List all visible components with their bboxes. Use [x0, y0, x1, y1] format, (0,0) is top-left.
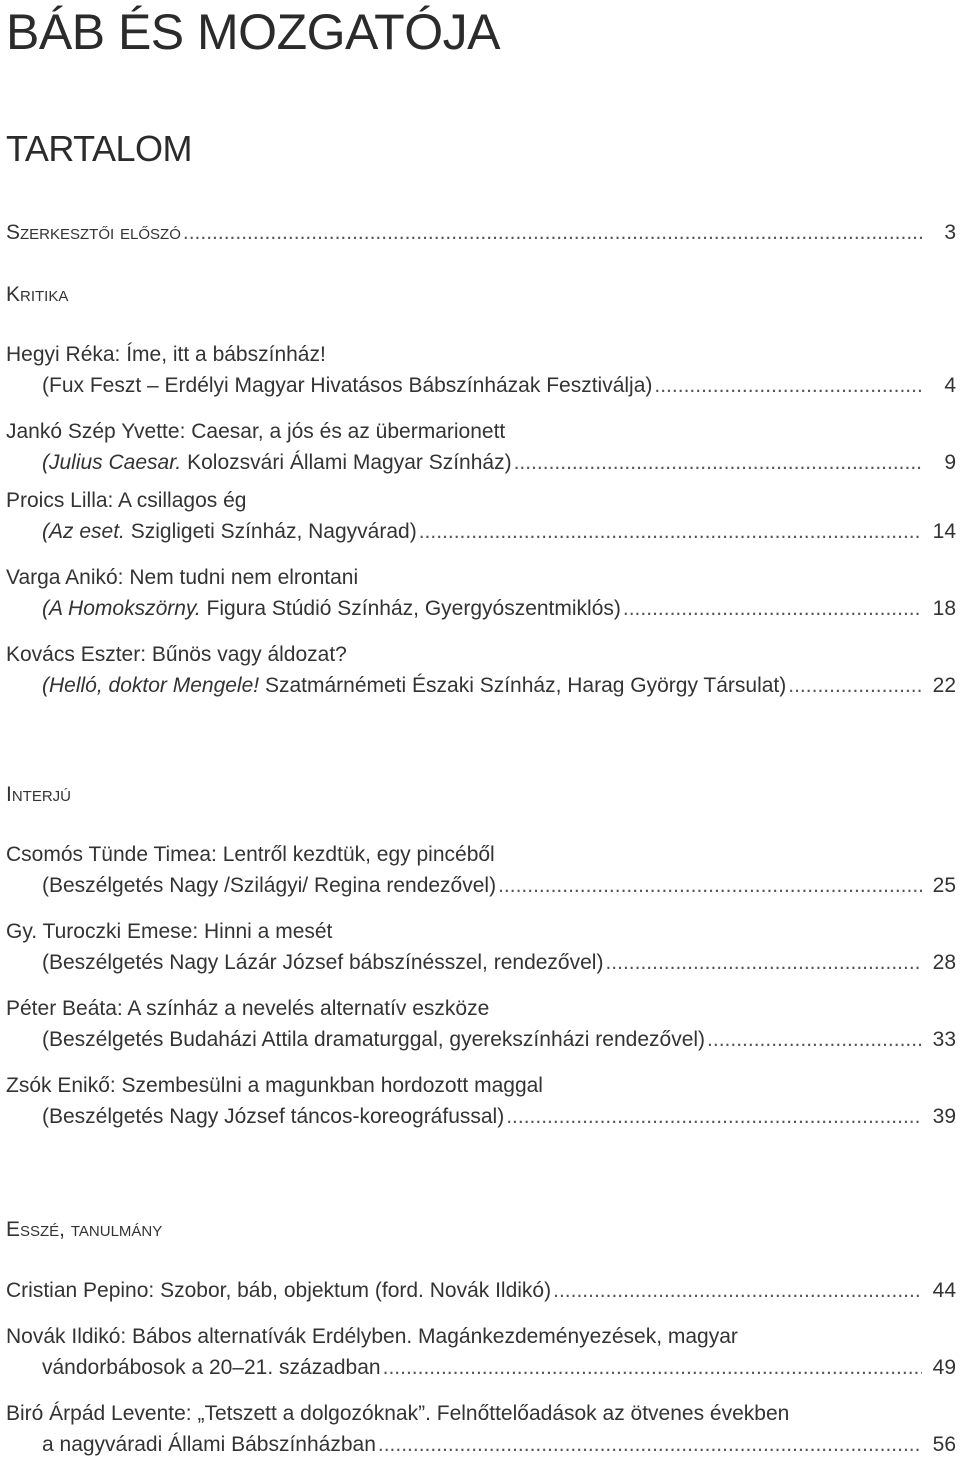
- entry-title: Biró Árpád Levente: „Tetszett a dolgozóknak”. Felnőttelőadások az ötvenes években: [6, 1402, 790, 1425]
- entry-title: Csomós Tünde Timea: Lentről kezdtük, egy pincéből: [6, 843, 495, 866]
- page-number: 33: [932, 1028, 956, 1051]
- entry-title: Novák Ildikó: Bábos alternatívák Erdélyben. Magánkezdeményezések, magyar: [6, 1325, 738, 1348]
- toc-entry-line2[interactable]: [42, 594, 956, 624]
- entry-subtitle: (Beszélgetés Budaházi Attila dramaturggal, gyerekszínházi rendezővel): [42, 1028, 706, 1051]
- toc-entry-line1[interactable]: [6, 1071, 956, 1101]
- page-number: 18: [932, 597, 956, 620]
- toc-entry-single[interactable]: [6, 1276, 956, 1306]
- leader-dots: [506, 1102, 922, 1132]
- page-number: 49: [932, 1356, 956, 1379]
- toc-entry-line2[interactable]: [42, 371, 956, 401]
- toc-entry-line1[interactable]: [6, 1322, 956, 1352]
- page-number: 14: [932, 520, 956, 543]
- page-number: 22: [932, 674, 956, 697]
- page-title: BÁB ÉS MOZGATÓJA: [6, 4, 500, 60]
- toc-entry-line2[interactable]: [42, 948, 956, 978]
- entry-subtitle: Szigligeti Színház, Nagyvárad): [130, 520, 417, 543]
- leader-dots: [707, 1025, 922, 1055]
- entry-title: Gy. Turoczki Emese: Hinni a mesét: [6, 920, 333, 943]
- entry-subtitle: a nagyváradi Állami Bábszínházban: [42, 1433, 376, 1456]
- toc-entry-line2[interactable]: [42, 1353, 956, 1383]
- entry-subtitle: (Fux Feszt – Erdélyi Magyar Hivatásos Bábszínházak Fesztiválja): [42, 374, 653, 397]
- entry-subtitle: Szatmárnémeti Északi Színház, Harag György Társulat): [264, 674, 787, 697]
- leader-dots: [623, 594, 922, 624]
- leader-dots: [498, 871, 922, 901]
- toc-entry-line1[interactable]: [6, 417, 956, 447]
- leader-dots: [605, 948, 922, 978]
- leader-dots: [514, 448, 922, 478]
- leader-dots: [553, 1276, 922, 1306]
- entry-title: Varga Anikó: Nem tudni nem elrontani: [6, 566, 359, 589]
- entry-subtitle: vándorbábosok a 20–21. században: [42, 1356, 381, 1379]
- toc-entry-line1[interactable]: [6, 840, 956, 870]
- leader-dots: [654, 371, 922, 401]
- toc-entry-line1[interactable]: [6, 640, 956, 670]
- entry-subtitle: Figura Stúdió Színház, Gyergyószentmiklós): [206, 597, 621, 620]
- leader-dots: [419, 517, 922, 547]
- section-heading-essze: Esszé, tanulmány: [6, 1218, 163, 1241]
- page-number: 3: [944, 221, 956, 244]
- toc-entry-line2[interactable]: [42, 1025, 956, 1055]
- page-number: 28: [932, 951, 956, 974]
- entry-title: Péter Beáta: A színház a nevelés alternatív eszköze: [6, 997, 490, 1020]
- page-number: 4: [944, 374, 956, 397]
- entry-title: Kovács Eszter: Bűnös vagy áldozat?: [6, 643, 347, 666]
- toc-entry-line1[interactable]: [6, 340, 956, 370]
- leader-dots: [383, 1353, 922, 1383]
- entry-work-title: (Az eset.: [42, 520, 125, 543]
- toc-entry-line2[interactable]: [42, 671, 956, 701]
- toc-entry-line2[interactable]: [42, 448, 956, 478]
- toc-entry-line2[interactable]: [42, 517, 956, 547]
- page-number: 56: [932, 1433, 956, 1456]
- entry-subtitle: Kolozsvári Állami Magyar Színház): [187, 451, 512, 474]
- section-heading-interju: Interjú: [6, 783, 71, 806]
- section-heading-kritika: Kritika: [6, 283, 69, 306]
- entry-title: Zsók Enikő: Szembesülni a magunkban hordozott maggal: [6, 1074, 543, 1097]
- entry-work-title: (Julius Caesar.: [42, 451, 182, 474]
- page-number: 9: [944, 451, 956, 474]
- section-heading-editorial: Szerkesztői előszó: [6, 221, 181, 244]
- toc-entry-line1[interactable]: [6, 563, 956, 593]
- page-number: 44: [932, 1279, 956, 1302]
- toc-entry-line2[interactable]: [42, 871, 956, 901]
- entry-title: Jankó Szép Yvette: Caesar, a jós és az übermarionett: [6, 420, 506, 443]
- page-number: 39: [932, 1105, 956, 1128]
- entry-work-title: (A Homokszörny.: [42, 597, 201, 620]
- toc-entry-line2[interactable]: [42, 1430, 956, 1460]
- toc-entry-line1[interactable]: [6, 1399, 956, 1429]
- entry-title: Hegyi Réka: Íme, itt a bábszínház!: [6, 343, 326, 366]
- toc-entry-line1[interactable]: [6, 994, 956, 1024]
- toc-entry-editorial[interactable]: [6, 218, 956, 248]
- toc-entry-line1[interactable]: [6, 917, 956, 947]
- leader-dots: [378, 1430, 922, 1460]
- leader-dots: [183, 218, 922, 248]
- leader-dots: [788, 671, 922, 701]
- toc-entry-line2[interactable]: [42, 1102, 956, 1132]
- entry-subtitle: (Beszélgetés Nagy /Szilágyi/ Regina rendezővel): [42, 874, 497, 897]
- toc-title: TARTALOM: [6, 128, 193, 169]
- entry-title: Proics Lilla: A csillagos ég: [6, 489, 247, 512]
- entry-work-title: (Helló, doktor Mengele!: [42, 674, 260, 697]
- page-number: 25: [932, 874, 956, 897]
- toc-entry-line1[interactable]: [6, 486, 956, 516]
- entry-subtitle: (Beszélgetés Nagy József táncos-koreográfussal): [42, 1105, 505, 1128]
- entry-title: Cristian Pepino: Szobor, báb, objektum (ford. Novák Ildikó): [6, 1279, 552, 1302]
- entry-subtitle: (Beszélgetés Nagy Lázár József bábszínésszel, rendezővel): [42, 951, 604, 974]
